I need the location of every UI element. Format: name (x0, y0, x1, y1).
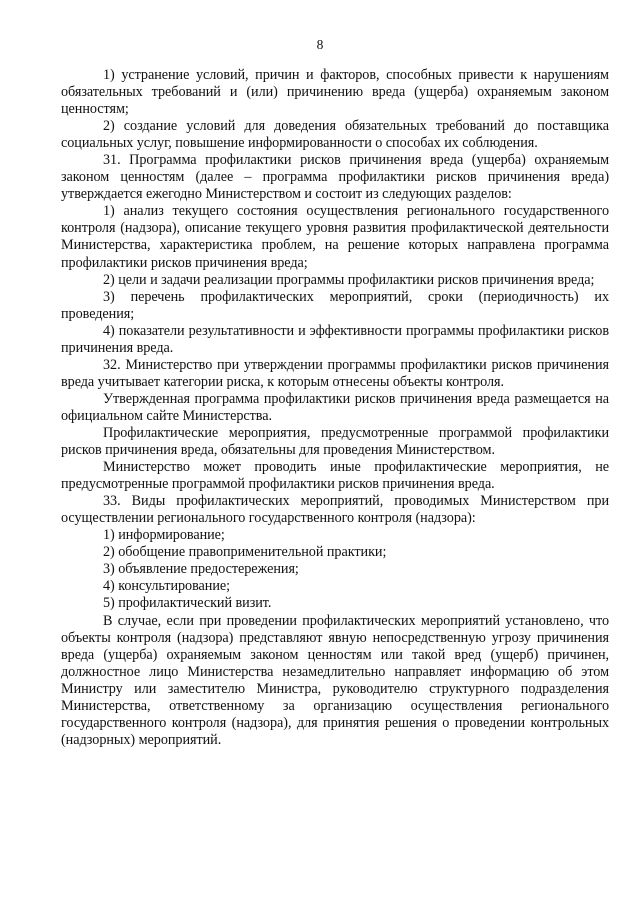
paragraph-other-measures: Министерство может проводить иные профилактические мероприятия, не предусмотренные программой профилактики рисков причинения вреда. (61, 459, 609, 493)
list-item-warning: 3) объявление предостережения; (103, 561, 299, 578)
list-item-preventive-visit: 5) профилактический визит. (103, 595, 272, 612)
paragraph-section-1-analysis: 1) анализ текущего состояния осуществления регионального государственного контроля (надзора), описание текущего уровня развития профилактической деятельности Министерства, характеристика проблем, на решение которых направлена программа профилактики рисков причинения вреда; (61, 203, 609, 271)
list-item-generalization: 2) обобщение правоприменительной практики; (103, 544, 387, 561)
document-body (61, 67, 609, 749)
paragraph-clause-31: 31. Программа профилактики рисков причинения вреда (ущерба) охраняемым законом ценностям (далее – программа профилактики рисков причинения вреда) утверждается ежегодно Министерством и состоит из следующих разделов: (61, 152, 609, 203)
paragraph-section-3-measures: 3) перечень профилактических мероприятий, сроки (периодичность) их проведения; (61, 288, 609, 322)
paragraph-clause-32: 32. Министерство при утверждении программы профилактики рисков причинения вреда учитывает категории риска, к которым отнесены объекты контроля. (61, 356, 609, 390)
paragraph-section-4-indicators: 4) показатели результативности и эффективности программы профилактики рисков причинения вреда. (61, 322, 609, 356)
paragraph-item-1-prevention-goal: 1) устранение условий, причин и факторов, способных привести к нарушениям обязательных требований и (или) причинению вреда (ущерба) охраняемым законом ценностям; (61, 67, 609, 118)
paragraph-publication: Утвержденная программа профилактики рисков причинения вреда размещается на официальном сайте Министерства. (61, 390, 609, 424)
list-item-consulting: 4) консультирование; (103, 578, 231, 595)
list-item-informing: 1) информирование; (103, 527, 225, 544)
paragraph-item-2-awareness: 2) создание условий для доведения обязательных требований до поставщика социальных услуг, повышение информированности о способах их соблюдения. (61, 118, 609, 152)
page-number: 8 (316, 37, 324, 52)
paragraph-section-2-goals: 2) цели и задачи реализации программы профилактики рисков причинения вреда; (103, 271, 595, 288)
paragraph-threat-procedure: В случае, если при проведении профилактических мероприятий установлено, что объекты контроля (надзора) представляют явную непосредственную угрозу причинения вреда (ущерба) охраняемым законом ценностям или такой вред (ущерб) причинен, должностное лицо Министерства незамедлительно направляет информацию об этом Министру или заместителю Министра, руководителю структурного подразделения Министерства, ответственному за организацию осуществления регионального государственного контроля (надзора), для принятия решения о проведении контрольных (надзорных) мероприятий. (61, 612, 609, 748)
paragraph-clause-33: 33. Виды профилактических мероприятий, проводимых Министерством при осуществлении регионального государственного контроля (надзора): (61, 493, 609, 527)
paragraph-mandatory-measures: Профилактические мероприятия, предусмотренные программой профилактики рисков причинения вреда, обязательны для проведения Министерством. (61, 424, 609, 459)
